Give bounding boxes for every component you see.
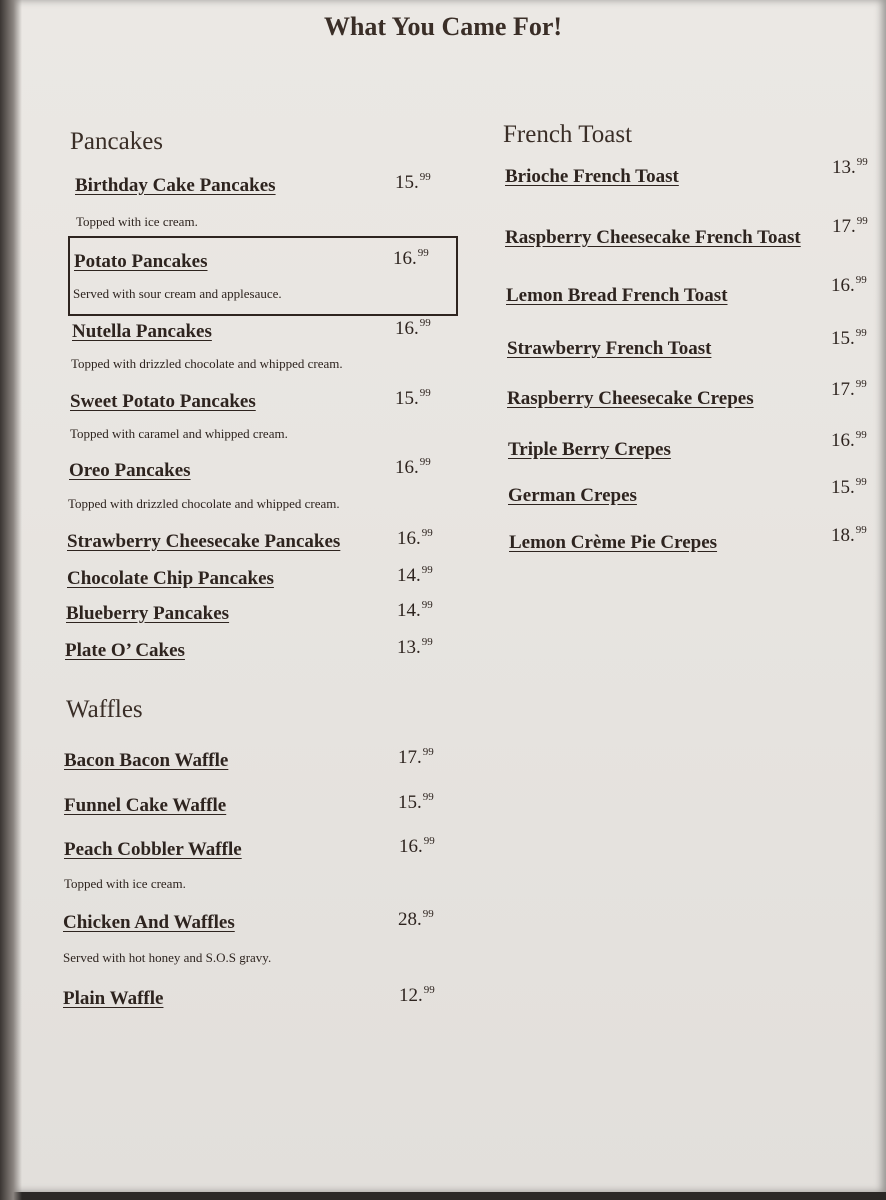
- menu-item-blueberry-pancakes[interactable]: [66, 599, 436, 627]
- item-price: 16.99: [395, 317, 431, 339]
- menu-item-lemon-creme-pie-crepes[interactable]: [509, 524, 879, 556]
- page-edge-shadow: [0, 0, 22, 1200]
- item-price: 13.99: [397, 636, 433, 658]
- menu-item-potato-pancakes[interactable]: [74, 247, 444, 275]
- item-price: 17.99: [831, 378, 867, 400]
- item-name: Lemon Crème Pie Crepes: [509, 532, 718, 553]
- item-price: 16.99: [397, 527, 433, 549]
- page-title: What You Came For!: [323, 12, 563, 41]
- item-price: 15.99: [395, 387, 431, 409]
- french-toast-heading: French Toast: [503, 121, 633, 148]
- item-price: 14.99: [397, 564, 433, 586]
- item-price: 16.99: [395, 456, 431, 478]
- item-price: 14.99: [397, 599, 433, 621]
- item-name: Brioche French Toast: [505, 166, 679, 187]
- menu-item-plate-o-cakes[interactable]: [65, 636, 435, 664]
- item-name: Plain Waffle: [63, 988, 164, 1009]
- item-name: Strawberry Cheesecake Pancakes: [67, 531, 341, 552]
- menu-item-oreo-pancakes[interactable]: [69, 456, 439, 484]
- item-name: Triple Berry Crepes: [508, 439, 671, 460]
- menu-item-sweet-potato-pancakes[interactable]: [70, 387, 440, 415]
- item-price: 15.99: [398, 791, 434, 813]
- item-price: 15.99: [395, 171, 431, 193]
- menu-item-chocolate-chip-pancakes[interactable]: [67, 564, 437, 592]
- item-price: 28.99: [398, 908, 434, 930]
- menu-item-bacon-bacon-waffle[interactable]: [64, 746, 434, 774]
- menu-item-raspberry-cheesecake-crepes[interactable]: [507, 378, 877, 412]
- menu-item-nutella-pancakes[interactable]: [72, 317, 442, 345]
- item-price: 16.99: [831, 429, 867, 451]
- menu-item-chicken-and-waffles[interactable]: [63, 908, 438, 936]
- menu-item-strawberry-cheesecake-pancakes[interactable]: [67, 527, 437, 555]
- item-description: Topped with drizzled chocolate and whipped cream.: [71, 356, 343, 371]
- menu-item-strawberry-french-toast[interactable]: [507, 327, 877, 362]
- item-name: Potato Pancakes: [74, 251, 208, 272]
- item-name: German Crepes: [508, 485, 637, 506]
- item-price: 17.99: [832, 215, 868, 237]
- item-name: Lemon Bread French Toast: [506, 285, 728, 306]
- item-price: 16.99: [831, 274, 867, 296]
- item-description: Served with sour cream and applesauce.: [73, 286, 282, 301]
- item-name: Birthday Cake Pancakes: [75, 175, 276, 196]
- item-name: Sweet Potato Pancakes: [70, 391, 256, 412]
- menu-item-raspberry-cheesecake-french-toast[interactable]: [505, 215, 875, 251]
- menu-item-birthday-cake-pancakes[interactable]: [75, 171, 445, 199]
- item-price: 18.99: [831, 524, 867, 546]
- menu-item-triple-berry-crepes[interactable]: [508, 429, 878, 463]
- item-name: Funnel Cake Waffle: [64, 795, 227, 816]
- item-description: Topped with ice cream.: [64, 876, 186, 891]
- menu-item-brioche-french-toast[interactable]: [505, 156, 875, 190]
- item-price: 15.99: [831, 476, 867, 498]
- item-description: Served with hot honey and S.O.S gravy.: [63, 950, 272, 965]
- item-name: Bacon Bacon Waffle: [64, 750, 229, 771]
- menu-item-german-crepes[interactable]: [508, 476, 878, 509]
- item-name: Raspberry Cheesecake Crepes: [507, 388, 754, 409]
- item-price: 16.99: [399, 835, 435, 857]
- item-name: Peach Cobbler Waffle: [64, 839, 242, 860]
- item-name: Chocolate Chip Pancakes: [67, 568, 274, 589]
- item-description: Topped with caramel and whipped cream.: [70, 426, 288, 441]
- item-name: Chicken And Waffles: [63, 912, 235, 933]
- item-description: Topped with ice cream.: [76, 214, 198, 229]
- item-name: Raspberry Cheesecake French Toast: [505, 227, 801, 248]
- item-price: 15.99: [831, 327, 867, 349]
- pancakes-heading: Pancakes: [70, 128, 164, 155]
- item-name: Strawberry French Toast: [507, 338, 712, 359]
- item-price: 13.99: [832, 156, 868, 178]
- item-price: 17.99: [398, 746, 434, 768]
- menu-item-plain-waffle[interactable]: [63, 984, 438, 1012]
- menu-item-peach-cobbler-waffle[interactable]: [64, 835, 435, 863]
- item-name: Nutella Pancakes: [72, 321, 212, 342]
- item-price: 16.99: [393, 247, 429, 269]
- item-name: Blueberry Pancakes: [66, 603, 230, 624]
- item-description: Topped with drizzled chocolate and whipped cream.: [68, 496, 340, 511]
- item-name: Plate O’ Cakes: [65, 640, 185, 661]
- menu-item-lemon-bread-french-toast[interactable]: [506, 274, 876, 309]
- waffles-heading: Waffles: [66, 696, 143, 723]
- item-price: 12.99: [399, 984, 435, 1006]
- item-name: Oreo Pancakes: [69, 460, 191, 481]
- menu-item-funnel-cake-waffle[interactable]: [64, 791, 434, 819]
